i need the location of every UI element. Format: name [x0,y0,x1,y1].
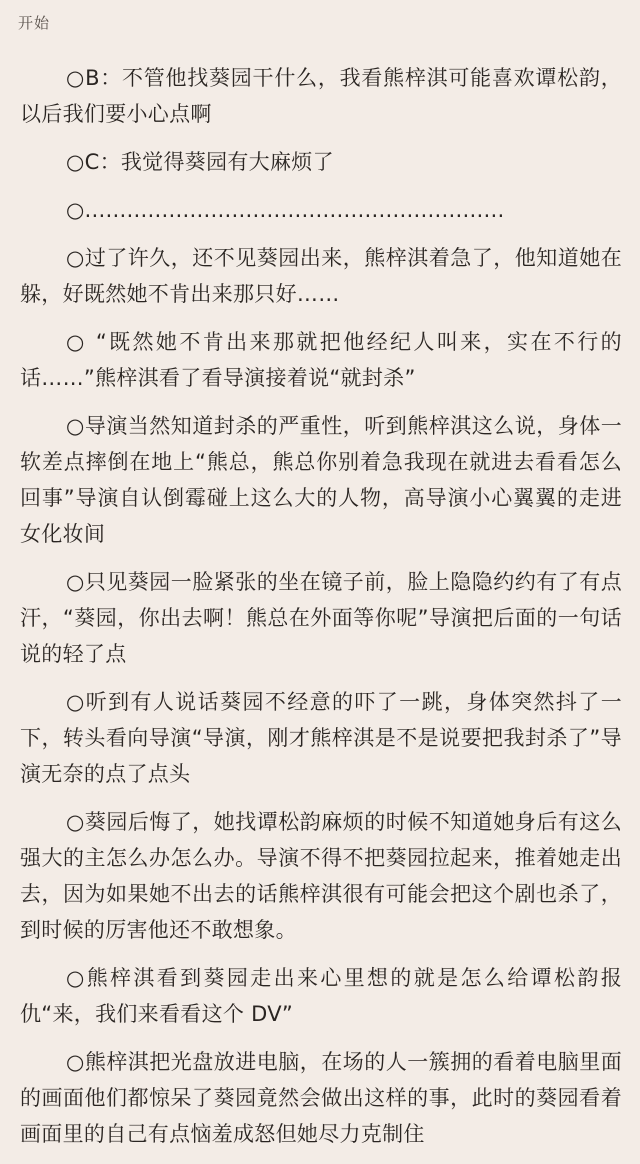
paragraph: ○熊梓淇把光盘放进电脑，在场的人一簇拥的看着电脑里面的画面他们都惊呆了葵园竟然会做出这样的事，此时的葵园看着画面里的自己有点恼羞成怒但她尽力克制住 [20,1050,622,1146]
paragraph: ○过了许久，还不见葵园出来，熊梓淇着急了，他知道她在躲，好既然她不肯出来那只好…… [20,246,622,306]
paragraph: ○导演当然知道封杀的严重性，听到熊梓淇这么说，身体一软差点摔倒在地上“熊总，熊总你别着急我现在就进去看看怎么回事”导演自认倒霉碰上这么大的人物，高导演小心翼翼的走进女化妆间 [20,414,622,546]
paragraph: ○C：我觉得葵园有大麻烦了 [66,150,334,174]
chapter-title: 开始 [18,14,51,32]
paragraph: ○…………………………………………………… [66,198,505,222]
paragraph: ○只见葵园一脸紧张的坐在镜子前，脸上隐隐约约有了有点汗，“葵园，你出去啊！熊总在外面等你呢”导演把后面的一句话说的轻了点 [20,570,622,666]
paragraph: ○ “既然她不肯出来那就把他经纪人叫来，实在不行的话……”熊梓淇看了看导演接着说“就封杀” [20,330,622,390]
paragraph: ○B：不管他找葵园干什么，我看熊梓淇可能喜欢谭松韵，以后我们要小心点啊 [20,66,622,126]
paragraph: ○熊梓淇看到葵园走出来心里想的就是怎么给谭松韵报仇“来，我们来看看这个 DV” [20,966,622,1026]
chapter-content [20,60,622,1164]
paragraph: ○听到有人说话葵园不经意的吓了一跳，身体突然抖了一下，转头看向导演“导演，刚才熊梓淇是不是说要把我封杀了”导演无奈的点了点头 [20,690,622,786]
paragraph: ○葵园后悔了，她找谭松韵麻烦的时候不知道她身后有这么强大的主怎么办怎么办。导演不得不把葵园拉起来，推着她走出去，因为如果她不出去的话熊梓淇很有可能会把这个剧也杀了，到时候的厉害他还不敢想象。 [20,810,622,942]
